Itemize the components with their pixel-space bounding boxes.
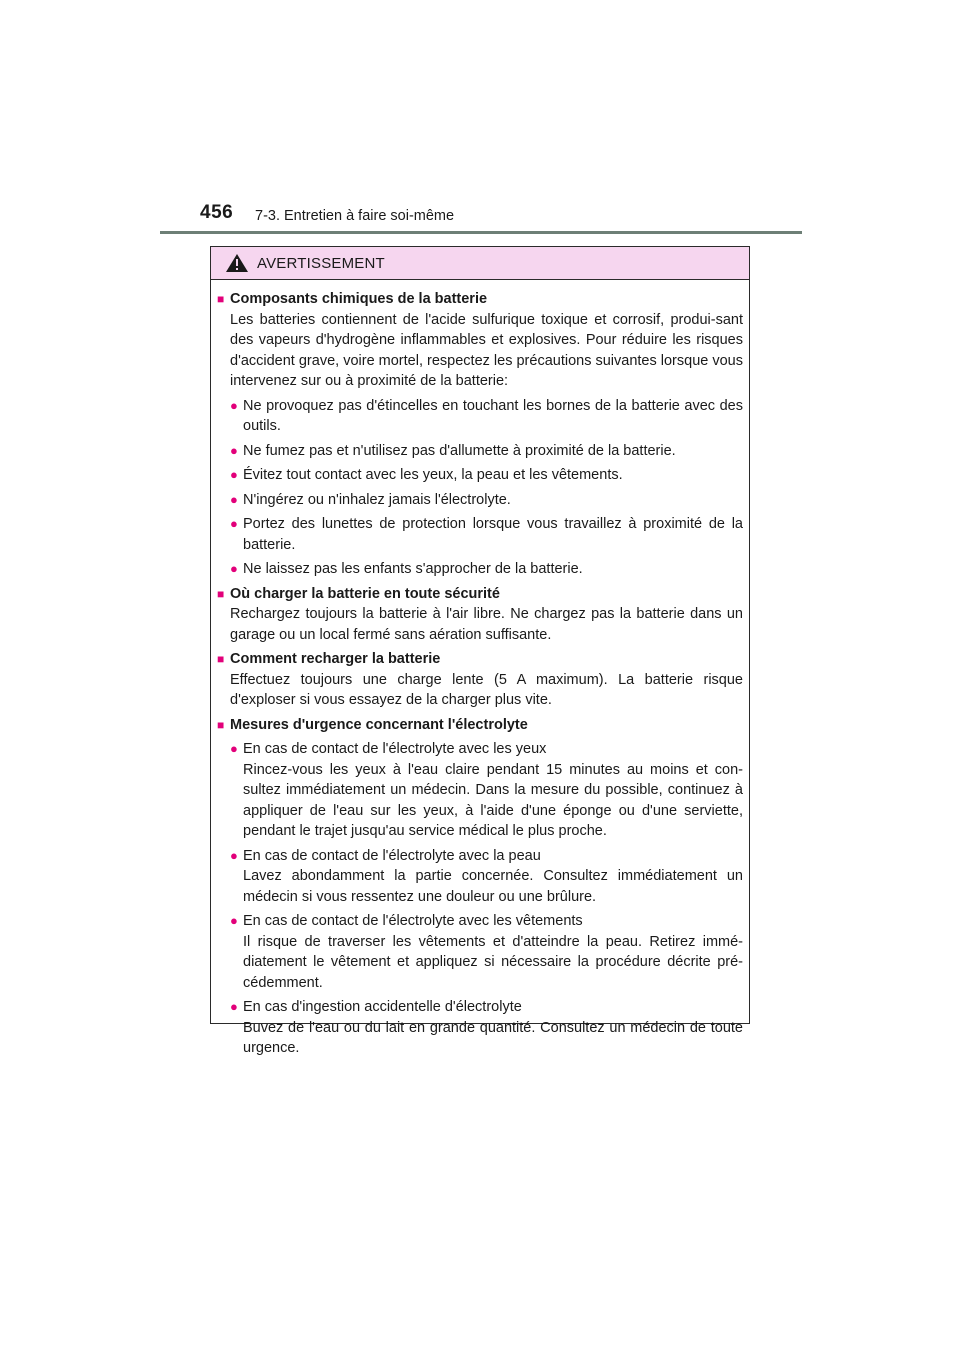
square-bullet-icon: ■: [217, 652, 225, 666]
circle-bullet-icon: ●: [230, 561, 238, 576]
section-text: Effectuez toujours une charge lente (5 A maximum). La batterie risque d'exploser si vous essayez de la charger plus vite.: [230, 671, 743, 708]
list-item: [217, 559, 743, 580]
circle-bullet-icon: ●: [230, 467, 238, 482]
list-item: [217, 911, 743, 993]
section-heading: Composants chimiques de la batterie: [230, 291, 488, 307]
list-item-text: Rincez-vous les yeux à l'eau claire pendant 15 minutes au moins et con-sultez immédiatement un médecin. Dans la mesure du possible, continuez à appliquer de l'eau sur les yeux, à l'aide d'une éponge ou d'une serviette, pendant le trajet jusqu'au service médical le plus proche.: [243, 761, 743, 839]
list-item-text: Il risque de traverser les vêtements et d'atteindre la peau. Retirez immé-diatement le vêtement et appliquez si nécessaire la procédure décrite pré-cédemment.: [243, 933, 743, 991]
section-safe-charging: [217, 584, 743, 646]
list-item: [217, 997, 743, 1059]
section-how-to-charge: [217, 649, 743, 711]
warning-body: [211, 280, 749, 1059]
warning-box: [210, 246, 750, 1056]
list-item-text: Ne laissez pas les enfants s'approcher de la batterie.: [243, 561, 583, 577]
section-electrolyte-emergency: [217, 715, 743, 1059]
section-text: Rechargez toujours la batterie à l'air libre. Ne chargez pas la batterie dans un garage ou un local fermé sans aération suffisante.: [230, 606, 743, 643]
warning-title: AVERTISSEMENT: [257, 254, 385, 272]
list-item-text: Buvez de l'eau ou du lait en grande quantité. Consultez un médecin de toute urgence.: [243, 1019, 743, 1056]
list-item: [217, 396, 743, 437]
section-text: Les batteries contiennent de l'acide sulfurique toxique et corrosif, produi-sant des vapeurs d'hydrogène inflammables et explosives. Pour réduire les risques d'accident grave, voire mortel, respectez les précautions suivantes lorsque vous intervenez sur ou à proximité de la batterie:: [230, 311, 743, 389]
section-heading: Mesures d'urgence concernant l'électrolyte: [230, 716, 528, 733]
list-item: [217, 846, 743, 908]
circle-bullet-icon: ●: [230, 442, 238, 458]
list-item-text: Ne fumez pas et n'utilisez pas d'allumette à proximité de la batterie.: [243, 442, 676, 459]
list-item: [217, 514, 743, 555]
circle-bullet-icon: ●: [230, 999, 238, 1014]
list-item: [217, 465, 743, 486]
header-rule: [160, 231, 802, 234]
list-item-text: Évitez tout contact avec les yeux, la peau et les vêtements.: [243, 467, 623, 483]
list-item-title: En cas de contact de l'électrolyte avec les vêtements: [243, 913, 583, 929]
square-bullet-icon: ■: [217, 292, 225, 306]
circle-bullet-icon: ●: [230, 491, 238, 507]
section-heading: Comment recharger la batterie: [230, 651, 441, 667]
circle-bullet-icon: ●: [230, 397, 238, 413]
page-number: 456: [200, 202, 234, 223]
section-battery-chemicals: [217, 289, 743, 580]
list-item-text: Ne provoquez pas d'étincelles en touchant les bornes de la batterie avec des outils.: [243, 397, 743, 434]
list-item-text: Portez des lunettes de protection lorsque vous travaillez à proximité de la batterie.: [243, 516, 743, 553]
section-heading: Où charger la batterie en toute sécurité: [230, 585, 500, 602]
circle-bullet-icon: ●: [230, 516, 238, 531]
warning-triangle-icon: [225, 253, 249, 273]
square-bullet-icon: ■: [217, 586, 225, 601]
list-item-title: En cas de contact de l'électrolyte avec les yeux: [243, 741, 547, 757]
list-item-title: En cas d'ingestion accidentelle d'électrolyte: [243, 999, 522, 1015]
list-item-text: N'ingérez ou n'inhalez jamais l'électrolyte.: [243, 491, 511, 508]
list-item: [217, 490, 743, 511]
list-item-title: En cas de contact de l'électrolyte avec la peau: [243, 847, 541, 864]
circle-bullet-icon: ●: [230, 913, 238, 928]
circle-bullet-icon: ●: [230, 741, 238, 756]
list-item-text: Lavez abondamment la partie concernée. Consultez immédiatement un médecin si vous ressentez une douleur ou une brûlure.: [243, 868, 743, 905]
circle-bullet-icon: ●: [230, 847, 238, 863]
section-title: 7-3. Entretien à faire soi-même: [255, 208, 455, 224]
list-item: [217, 739, 743, 842]
warning-header: [211, 247, 749, 280]
square-bullet-icon: ■: [217, 717, 225, 732]
list-item: [217, 441, 743, 462]
